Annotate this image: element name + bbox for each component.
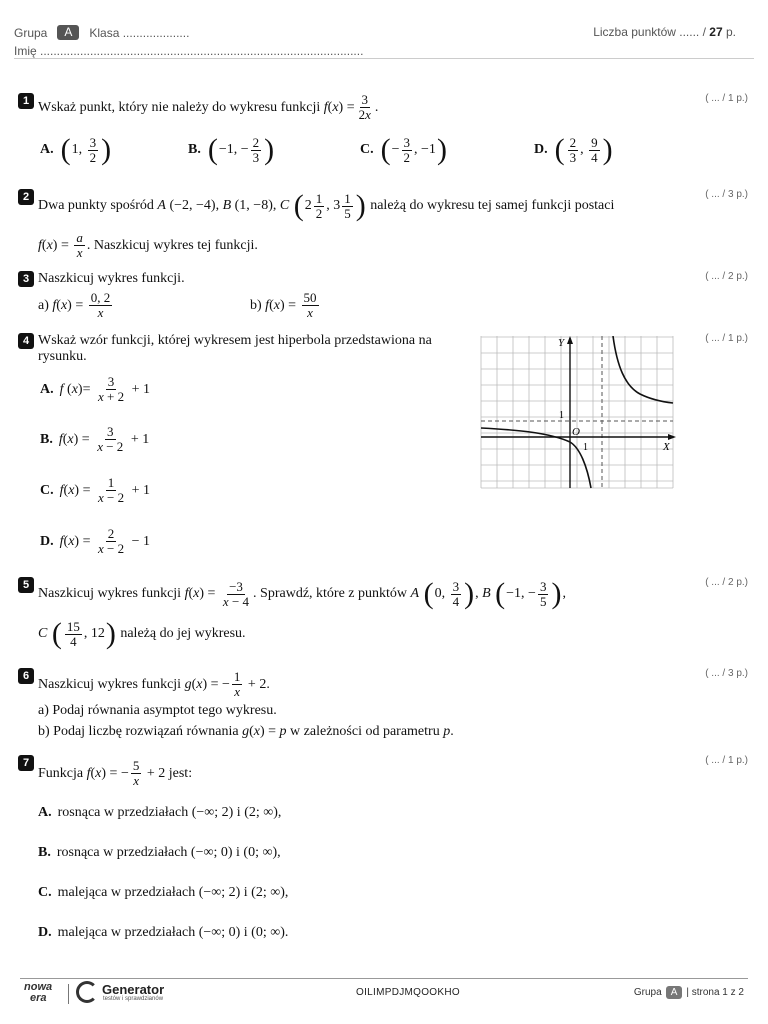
generator-logo-icon [76, 981, 98, 1003]
x-axis-label: X [663, 441, 670, 453]
task-number: 7 [18, 755, 34, 771]
group-badge: A [57, 25, 79, 40]
task-points: ( ... / 1 p.) [705, 755, 748, 766]
footer-divider [20, 978, 748, 979]
generator-logo-subtitle: testów i sprawdzianów [103, 996, 164, 1002]
task-7-option-c: C. malejąca w przedziałach (−∞; 2) i (2; ∞), [38, 885, 289, 900]
task-7-option-a: A. rosnąca w przedziałach (−∞; 2) i (2; ∞), [38, 805, 282, 820]
nowa-era-logo: nowa era [24, 981, 53, 1004]
task-1-option-c: C. ( − 3 2 , −1 ) [360, 133, 447, 166]
generator-logo-text: Generator [102, 982, 165, 997]
task-text: Funkcja f ( x ) = − 5 x + 2 jest: [38, 758, 193, 788]
task-number: 3 [18, 271, 34, 287]
task-7-option-d: D. malejąca w przedziałach (−∞; 0) i (0; ∞). [38, 925, 289, 940]
test-code: OILIMPDJMQOOKHO [356, 987, 460, 998]
points-total: 27 [709, 25, 723, 39]
task-4-option-d: D. f ( x ) = 2 x − 2 − 1 [40, 526, 150, 556]
task-6-sub-b: b) Podaj liczbę rozwiązań równania g ( x ) = p w zależności od parametru p . [38, 724, 454, 739]
task-3-sub-a: a) f ( x ) = 0, 2 x [38, 290, 111, 320]
task-4 [18, 333, 748, 563]
task-5 [18, 577, 748, 652]
page-number: | strona 1 z 2 [686, 987, 744, 998]
task-text-2: C ( 15 4 , 12 ) należą do jej wykresu. [38, 617, 246, 650]
task-3 [18, 271, 748, 326]
footer-page-info: Grupa A | strona 1 z 2 [633, 987, 744, 998]
task-number: 2 [18, 189, 34, 205]
task-7-option-b: B. rosnąca w przedziałach (−∞; 0) i (0; ∞), [38, 845, 281, 860]
task-points: ( ... / 1 p.) [705, 93, 748, 104]
task-points: ( ... / 2 p.) [705, 577, 748, 588]
class-label: Klasa .................... [89, 25, 190, 40]
task-4-option-b: B. f ( x ) = 3 x − 2 + 1 [40, 424, 150, 454]
task-3-sub-b: b) f ( x ) = 50 x [250, 290, 317, 320]
task-text-2: rysunku. [38, 349, 87, 364]
points-summary: Liczba punktów ...... / 27 p. [593, 25, 736, 39]
logo-separator [68, 984, 69, 1004]
task-1-option-a: A. ( 1, 3 2 ) [40, 133, 112, 166]
task-4-option-a: A. f ( x )= 3 x + 2 + 1 [40, 374, 150, 404]
task-number: 5 [18, 577, 34, 593]
y-tick-label: 1 [559, 410, 564, 421]
group-label: Grupa [14, 25, 48, 40]
y-axis-label: Y [558, 337, 565, 349]
task-text: Naszkicuj wykres funkcji g ( x ) = − 1 x + 2. [38, 669, 270, 699]
hyperbola-graph [480, 336, 678, 490]
task-6 [18, 668, 748, 743]
task-2 [18, 189, 748, 259]
task-number: 4 [18, 333, 34, 349]
task-6-sub-a: a) Podaj równania asymptot tego wykresu. [38, 703, 277, 718]
task-points: ( ... / 3 p.) [705, 189, 748, 200]
task-text: Naszkicuj wykres funkcji. [38, 271, 185, 286]
task-number: 1 [18, 93, 34, 109]
name-label: Imię ................................................................................................. [14, 44, 364, 58]
task-1 [18, 93, 748, 173]
header-group-row [14, 25, 189, 40]
origin-label: O [572, 426, 580, 438]
task-text: Naszkicuj wykres funkcji f ( x ) = −3 x − 4 . Sprawdź, które z punktów A ( 0, 3 4 ) , B ( −1, − 3 5 ) , [38, 577, 566, 610]
task-points: ( ... / 2 p.) [705, 271, 748, 282]
x-tick-label: 1 [583, 442, 588, 453]
task-text: Wskaż wzór funkcji, której wykresem jest hiperbola przedstawiona na [38, 333, 432, 348]
task-points: ( ... / 3 p.) [705, 668, 748, 679]
task-text: Wskaż punkt, który nie należy do wykresu funkcji f(x) = $\frac{3}{2x}$ . [38, 92, 379, 122]
task-1-option-b: B. ( −1, − 2 3 ) [188, 133, 275, 166]
task-1-option-d: D. ( 2 3 , 9 4 ) [534, 133, 613, 166]
footer-group-badge: A [666, 986, 683, 999]
header-divider [14, 58, 754, 59]
task-number: 6 [18, 668, 34, 684]
hyperbola-right-branch [613, 336, 673, 403]
task-text-2: f ( x ) = a x . Naszkicuj wykres tej funkcji. [38, 230, 258, 260]
task-points: ( ... / 1 p.) [705, 333, 748, 344]
task-text: Dwa punkty spośród A (−2, −4), B (1, −8), C ( 2 1 2 , 3 1 5 ) należą do wykresu tej samej funkcji postaci [38, 189, 615, 222]
task-4-option-c: C. f ( x ) = 1 x − 2 + 1 [40, 475, 150, 505]
task-7 [18, 755, 748, 945]
